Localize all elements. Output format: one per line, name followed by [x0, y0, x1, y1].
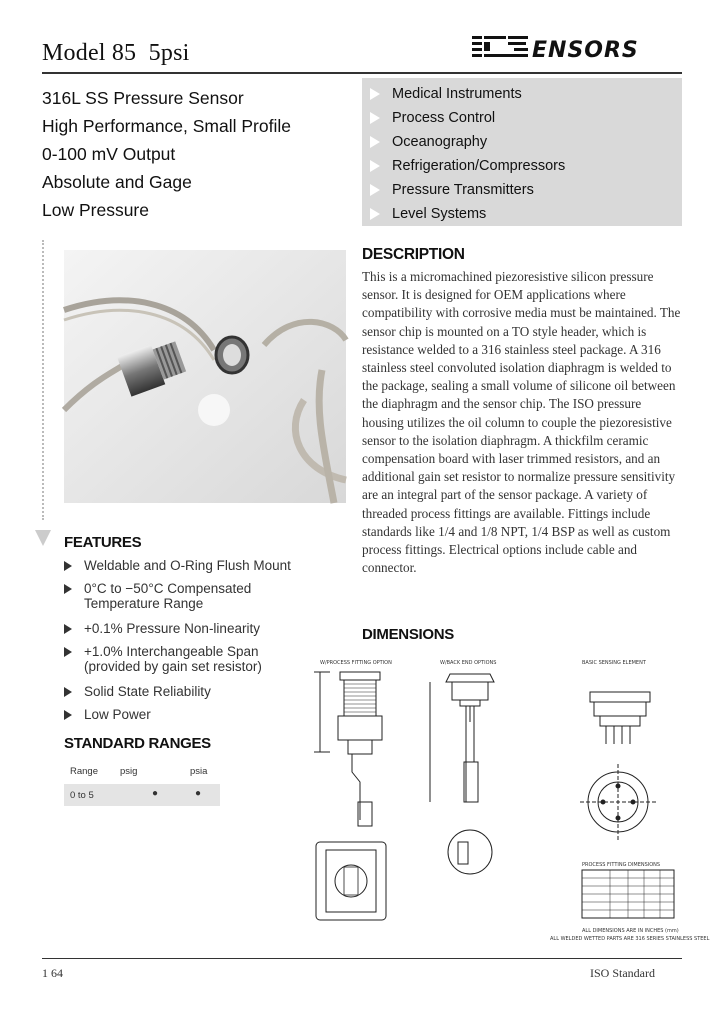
feature-item: Solid State Reliability: [64, 684, 211, 699]
application-item: Process Control: [370, 110, 495, 126]
feature-item: 0°C to −50°C Compensated Temperature Range: [64, 581, 251, 611]
standard-ranges-heading: STANDARD RANGES: [64, 735, 211, 752]
margin-dotted-line: [42, 240, 44, 520]
feature-item: Weldable and O-Ring Flush Mount: [64, 558, 291, 573]
product-photo: [64, 250, 346, 503]
model-name: Model 85: [42, 40, 137, 66]
down-arrow-icon: [35, 530, 51, 546]
description-text: This is a micromachined piezoresistive silicon pressure sensor. It is designed for OEM applications where compatibility with corrosive media must be maintained. The sensor chip is mounted on a TO style header, which is resistance welded to a 316 stainless steel package. A 316 stainless steel convoluted isolation diaphragm is welded to the package, sealing a small volume of silicone oil between the diaphragm and the sensor chip. The ISO pressure housing utilizes the oil column to couple the piezoresistive sensor to the isolation diaphragm. A thickfilm ceramic compensation board with laser trimmed resistors, and an additional gain set resistor to normalize pressure sensitivity are an integral part of the sensor package. A variety of threaded process fittings are available. Fittings include standards like 1/4 and 1/8 NPT, 1/4 BSP as well as custom process fittings. Electrical options include cable and connector.: [362, 269, 681, 576]
table-row: [64, 784, 220, 806]
description-heading: DESCRIPTION: [362, 246, 465, 263]
psig-dot: ●: [152, 788, 159, 799]
label-fitting-option: W/PROCESS FITTING OPTION: [320, 660, 392, 666]
application-item: Pressure Transmitters: [370, 182, 534, 198]
label-fittings-table: PROCESS FITTING DIMENSIONS: [582, 862, 661, 868]
application-item: Oceanography: [370, 134, 487, 150]
model-range: 5psi: [148, 40, 190, 66]
range-value: 0 to 5: [70, 790, 94, 801]
product-feature: 0-100 mV Output: [42, 144, 176, 164]
label-sensing-element: BASIC SENSING ELEMENT: [582, 660, 646, 666]
product-feature: Low Pressure: [42, 200, 149, 220]
application-item: Refrigeration/Compressors: [370, 158, 565, 174]
bullet-arrow-icon: [64, 584, 72, 594]
feature-item: +1.0% Interchangeable Span (provided by gain set resistor): [64, 644, 262, 674]
column-header: psia: [190, 766, 208, 777]
feature-item: Low Power: [64, 707, 151, 722]
model-title: [42, 40, 189, 67]
label-back-end: W/BACK END OPTIONS: [440, 660, 497, 666]
column-header: psig: [120, 766, 138, 777]
column-header: Range: [70, 766, 98, 777]
label-note-1: ALL DIMENSIONS ARE IN INCHES (mm): [582, 928, 679, 934]
product-feature: Absolute and Gage: [42, 172, 192, 192]
psia-dot: ●: [195, 788, 202, 799]
applications-box: [362, 78, 682, 226]
feature-item: +0.1% Pressure Non-linearity: [64, 621, 260, 636]
footer-rule: [42, 958, 682, 959]
bullet-arrow-icon: [64, 624, 72, 634]
bullet-arrow-icon: [64, 647, 72, 657]
product-feature: 316L SS Pressure Sensor: [42, 88, 244, 108]
application-item: Medical Instruments: [370, 86, 522, 102]
bullet-arrow-icon: [64, 687, 72, 697]
product-feature: High Performance, Small Profile: [42, 116, 291, 136]
arrow-icon: [370, 112, 380, 124]
application-item: Level Systems: [370, 206, 486, 222]
ic-sensors-logo: [470, 28, 680, 64]
arrow-icon: [370, 208, 380, 220]
label-note-2: ALL WELDED WETTED PARTS ARE 316 SERIES STAINLESS STEEL: [550, 936, 710, 942]
page-number: 1 64: [42, 966, 63, 980]
header-rule: [42, 72, 682, 74]
arrow-icon: [370, 184, 380, 196]
table-header-row: [64, 762, 220, 782]
bullet-arrow-icon: [64, 561, 72, 571]
product-features-box: [42, 82, 360, 222]
dimensions-heading: DIMENSIONS: [362, 626, 455, 643]
arrow-icon: [370, 88, 380, 100]
svg-text:ENSORS: ENSORS: [532, 38, 639, 63]
arrow-icon: [370, 136, 380, 148]
features-heading: FEATURES: [64, 534, 142, 551]
footer-series: ISO Standard: [590, 966, 655, 980]
arrow-icon: [370, 160, 380, 172]
dimensions-drawing: [300, 652, 710, 944]
ranges-table: [64, 762, 220, 806]
bullet-arrow-icon: [64, 710, 72, 720]
